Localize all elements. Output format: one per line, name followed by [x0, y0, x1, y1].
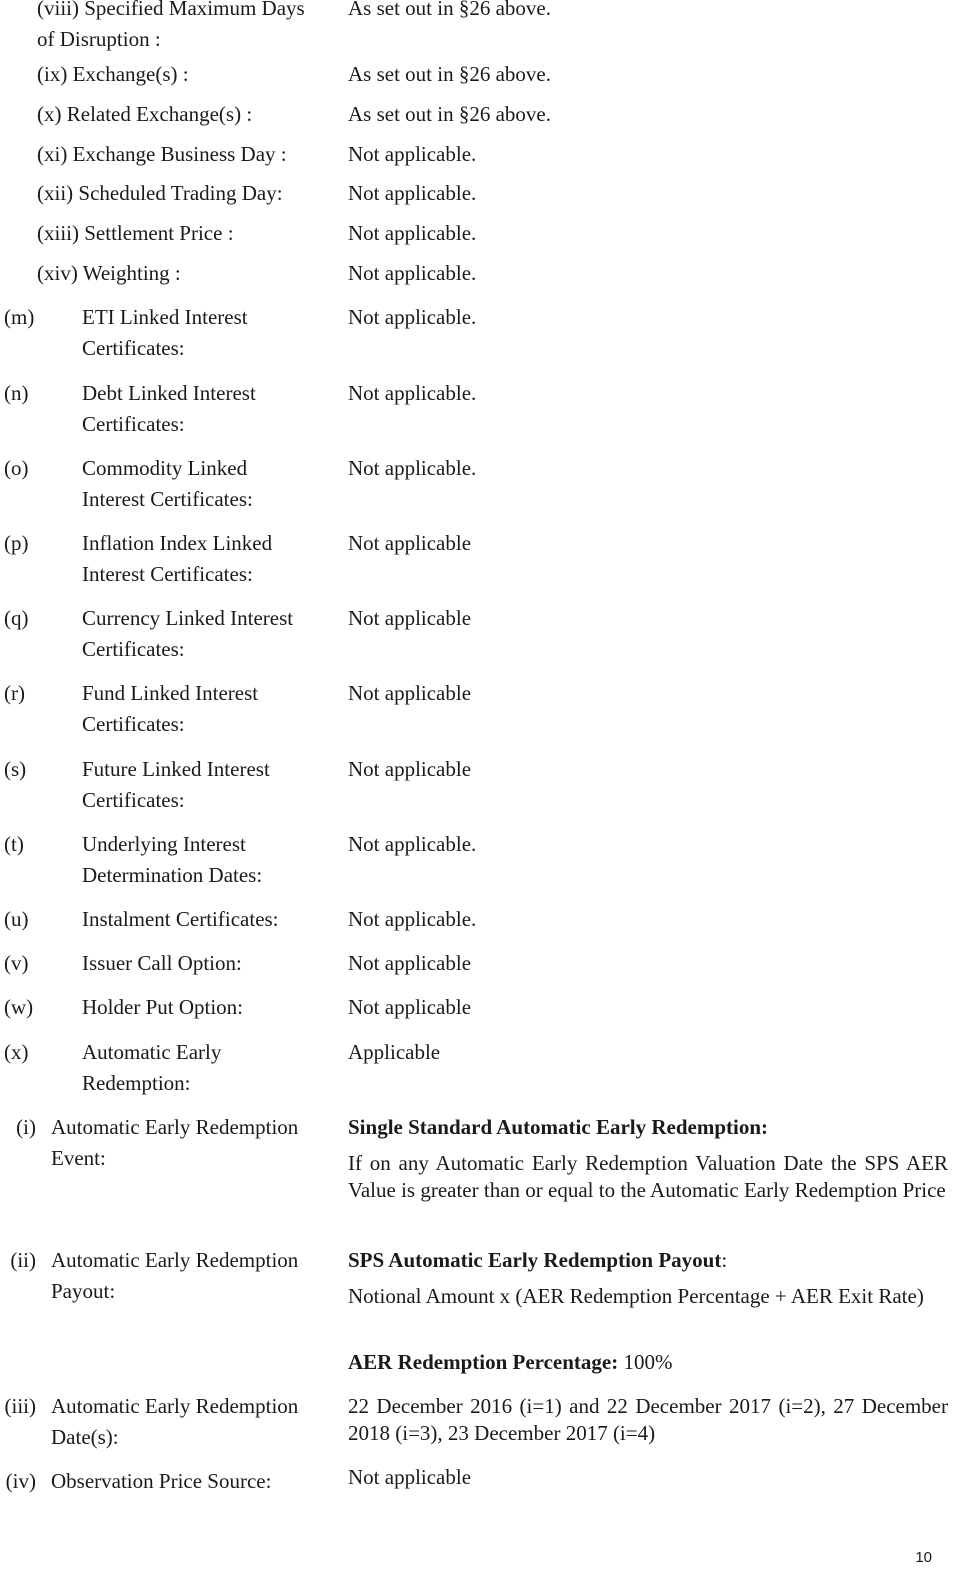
item-label: Inflation Index Linked Interest Certificates:	[82, 531, 273, 586]
subitem-label: (viii) Specified Maximum Days of Disruption :	[37, 0, 305, 51]
item-number: (o)	[4, 456, 29, 480]
item-value: Not applicable	[348, 757, 472, 781]
item-label: Currency Linked Interest Certificates:	[82, 606, 294, 661]
aer-number: (iv)	[5, 1469, 36, 1493]
subitem-value: Not applicable.	[348, 261, 477, 285]
item-value: Not applicable	[348, 606, 472, 630]
item-value: Applicable	[348, 1040, 441, 1064]
aer-number: (i)	[16, 1115, 36, 1139]
item-label: ETI Linked Interest Certificates:	[82, 305, 248, 360]
item-label: Holder Put Option:	[82, 995, 243, 1019]
aer-number: (iii)	[4, 1394, 36, 1418]
aer-label: Automatic Early Redemption Event:	[51, 1115, 299, 1170]
subitem-value: As set out in §26 above.	[348, 102, 551, 126]
subitem-label: (xii) Scheduled Trading Day:	[37, 181, 283, 205]
item-number: (s)	[4, 757, 27, 781]
item-number: (t)	[4, 832, 24, 856]
aer-number: (ii)	[10, 1248, 36, 1272]
subitem-value: As set out in §26 above.	[348, 0, 551, 20]
aer-redemption-percentage: AER Redemption Percentage: 100%	[348, 1350, 673, 1374]
subitem-value: Not applicable.	[348, 142, 477, 166]
subitem-label: (xiii) Settlement Price :	[37, 221, 234, 245]
subitem-label: (xiv) Weighting :	[37, 261, 181, 285]
item-number: (q)	[4, 606, 29, 630]
item-value: Not applicable	[348, 995, 472, 1019]
aer-label: Observation Price Source:	[51, 1469, 272, 1493]
item-label: Commodity Linked Interest Certificates:	[82, 456, 253, 511]
aer-label: Automatic Early Redemption Payout:	[51, 1248, 299, 1303]
item-number: (n)	[4, 381, 29, 405]
subitem-value: Not applicable.	[348, 221, 477, 245]
aer-source-value: Not applicable	[348, 1465, 472, 1489]
item-label: Issuer Call Option:	[82, 951, 242, 975]
aer-label: Automatic Early Redemption Date(s):	[51, 1394, 299, 1449]
item-number: (m)	[4, 305, 35, 329]
subitem-label: (ix) Exchange(s) :	[37, 62, 189, 86]
item-label: Instalment Certificates:	[82, 907, 279, 931]
item-number: (x)	[4, 1040, 29, 1064]
item-label: Automatic Early Redemption:	[82, 1040, 222, 1095]
subitem-value: Not applicable.	[348, 181, 477, 205]
subitem-label: (xi) Exchange Business Day :	[37, 142, 287, 166]
page-number: 10	[915, 1549, 932, 1566]
item-number: (r)	[4, 681, 25, 705]
aer-payout-heading: SPS Automatic Early Redemption Payout:	[348, 1248, 728, 1272]
aer-payout-text: Notional Amount x (AER Redemption Percentage + AER Exit Rate)	[348, 1284, 924, 1308]
aer-event-text: If on any Automatic Early Redemption Valuation Date the SPS AER Value is greater than or equal to the Automatic Early Redemption Price	[348, 1151, 948, 1202]
item-label: Underlying Interest Determination Dates:	[82, 832, 263, 887]
item-value: Not applicable	[348, 951, 472, 975]
item-number: (p)	[4, 531, 29, 555]
aer-dates-text: 22 December 2016 (i=1) and 22 December 2017 (i=2), 27 December 2018 (i=3), 23 December 2017 (i=4)	[348, 1394, 948, 1445]
item-value: Not applicable	[348, 531, 472, 555]
item-value: Not applicable	[348, 681, 472, 705]
aer-event-heading: Single Standard Automatic Early Redemption:	[348, 1115, 769, 1139]
item-number: (v)	[4, 951, 29, 975]
item-value: Not applicable.	[348, 456, 477, 480]
item-label: Future Linked Interest Certificates:	[82, 757, 270, 812]
item-number: (u)	[4, 907, 29, 931]
item-value: Not applicable.	[348, 907, 477, 931]
item-label: Fund Linked Interest Certificates:	[82, 681, 259, 736]
item-number: (w)	[4, 995, 34, 1019]
item-label: Debt Linked Interest Certificates:	[82, 381, 256, 436]
item-value: Not applicable.	[348, 305, 477, 329]
item-value: Not applicable.	[348, 832, 477, 856]
item-value: Not applicable.	[348, 381, 477, 405]
subitem-label: (x) Related Exchange(s) :	[37, 102, 253, 126]
subitem-value: As set out in §26 above.	[348, 62, 551, 86]
